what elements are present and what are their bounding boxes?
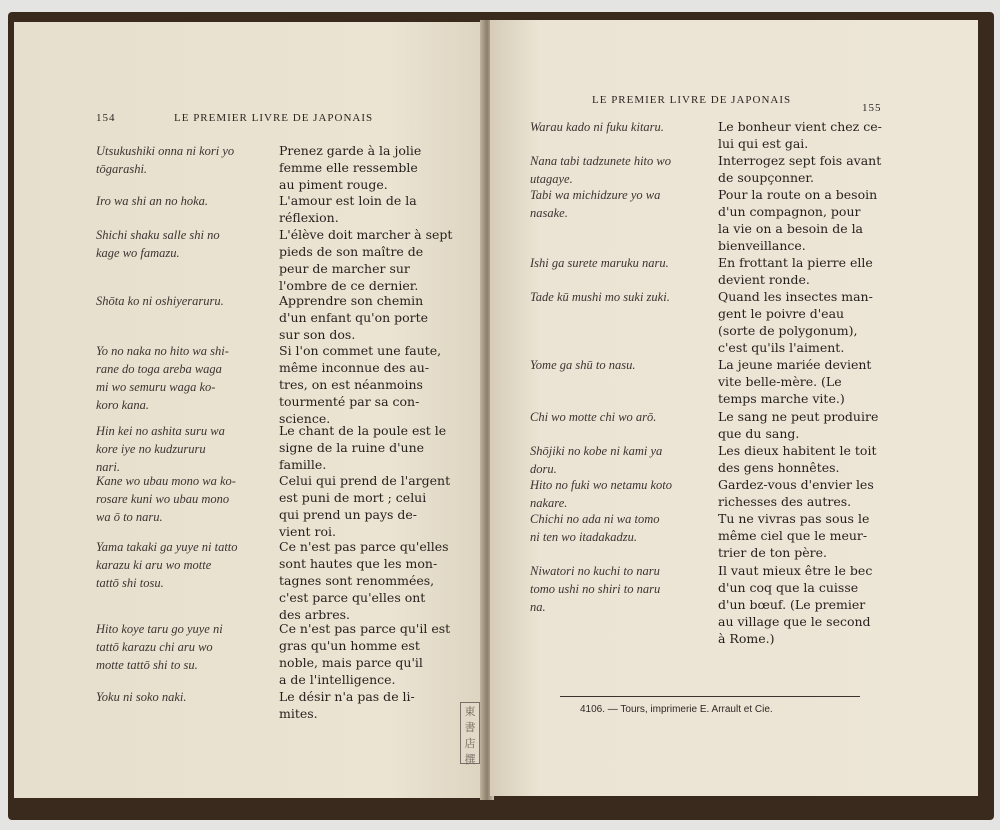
- french-translation: Pour la route on a besoin d'un compagnon, pour la vie on a besoin de la bienveillance.: [718, 187, 878, 253]
- bookseller-stamp: [460, 702, 480, 764]
- french-translation: Le bonheur vient chez ce- lui qui est gai.: [718, 119, 882, 151]
- japanese-proverb: Hito no fuki wo netamu koto nakare.: [530, 478, 672, 510]
- japanese-proverb: Shōjiki no kobe ni kami ya doru.: [530, 444, 663, 476]
- stamp-char: 書: [464, 721, 476, 734]
- french-translation: La jeune mariée devient vite belle-mère. (Le temps marche vite.): [718, 357, 872, 406]
- french-translation: En frottant la pierre elle devient ronde.: [718, 255, 873, 287]
- french-translation: Si l'on commet une faute, même inconnue des au- tres, on est néanmoins tourmenté par sa con- science.: [279, 343, 442, 426]
- japanese-proverb: Utsukushiki onna ni kori yo tōgarashi.: [96, 144, 235, 176]
- japanese-proverb: Kane wo ubau mono wa ko- rosare kuni wo ubau mono wa ō to naru.: [96, 474, 236, 524]
- french-translation: Quand les insectes man- gent le poivre d'eau (sorte de polygonum), c'est qu'ils l'aiment.: [718, 289, 873, 355]
- french-translation: Tu ne vivras pas sous le même ciel que le meur- trier de ton père.: [718, 511, 870, 560]
- right-page: [490, 20, 978, 796]
- french-translation: Le désir n'a pas de li- mites.: [279, 689, 415, 721]
- japanese-proverb: Shōta ko ni oshiyeraruru.: [96, 294, 224, 308]
- japanese-proverb: Yo no naka no hito wa shi- rane do toga areba waga mi wo semuru waga ko- koro kana.: [96, 344, 229, 412]
- french-translation: L'amour est loin de la réflexion.: [279, 193, 417, 225]
- japanese-proverb: Yama takaki ga yuye ni tatto karazu ki aru wo motte tattō shi tosu.: [96, 540, 238, 590]
- japanese-proverb: Chichi no ada ni wa tomo ni ten wo itadakadzu.: [530, 512, 660, 544]
- japanese-proverb: Ishi ga surete maruku naru.: [530, 256, 669, 270]
- french-translation: Le sang ne peut produire que du sang.: [718, 409, 879, 441]
- japanese-proverb: Nana tabi tadzunete hito wo utagaye.: [530, 154, 671, 186]
- japanese-proverb: Hito koye taru go yuye ni tattō karazu chi aru wo motte tattō shi to su.: [96, 622, 223, 672]
- left-page: [14, 22, 484, 798]
- french-translation: Interrogez sept fois avant de soupçonner.: [718, 153, 882, 185]
- japanese-proverb: Shichi shaku salle shi no kage wo famazu.: [96, 228, 220, 260]
- printer-colophon: 4106. — Tours, imprimerie E. Arrault et Cie.: [580, 704, 773, 715]
- japanese-proverb: Tade kū mushi mo suki zuki.: [530, 290, 670, 304]
- japanese-proverb: Tabi wa michidzure yo wa nasake.: [530, 188, 661, 220]
- right-running-title: LE PREMIER LIVRE DE JAPONAIS: [592, 94, 792, 106]
- french-translation: Il vaut mieux être le bec d'un coq que la cuisse d'un bœuf. (Le premier au village que le second à Rome.): [718, 563, 873, 646]
- french-translation: Prenez garde à la jolie femme elle ressemble au piment rouge.: [279, 143, 422, 192]
- colophon-rule: [560, 696, 860, 697]
- japanese-proverb: Warau kado ni fuku kitaru.: [530, 120, 664, 134]
- french-translation: L'élève doit marcher à sept pieds de son maître de peur de marcher sur l'ombre de ce dernier.: [279, 227, 453, 293]
- right-page-number: 155: [862, 102, 882, 114]
- stamp-char: 店: [464, 737, 476, 750]
- japanese-proverb: Yome ga shū to nasu.: [530, 358, 636, 372]
- french-translation: Ce n'est pas parce qu'elles sont hautes que les mon- tagnes sont renommées, c'est parce qu'elles ont des arbres.: [279, 539, 449, 622]
- left-page-number: 154: [96, 112, 116, 124]
- left-running-title: LE PREMIER LIVRE DE JAPONAIS: [174, 112, 374, 124]
- stamp-char: 撰: [464, 753, 476, 766]
- french-translation: Gardez-vous d'envier les richesses des autres.: [718, 477, 874, 509]
- japanese-proverb: Niwatori no kuchi to naru tomo ushi no shiri to naru na.: [530, 564, 661, 614]
- japanese-proverb: Hin kei no ashita suru wa kore iye no kudzururu nari.: [96, 424, 225, 474]
- french-translation: Apprendre son chemin d'un enfant qu'on porte sur son dos.: [279, 293, 429, 342]
- japanese-proverb: Iro wa shi an no hoka.: [96, 194, 209, 208]
- french-translation: Celui qui prend de l'argent est puni de mort ; celui qui prend un pays de- vient roi.: [279, 473, 451, 539]
- stamp-char: 東: [464, 705, 476, 718]
- french-translation: Les dieux habitent le toit des gens honnêtes.: [718, 443, 877, 475]
- french-translation: Ce n'est pas parce qu'il est gras qu'un homme est noble, mais parce qu'il a de l'intelligence.: [279, 621, 451, 687]
- japanese-proverb: Yoku ni soko naki.: [96, 690, 187, 704]
- french-translation: Le chant de la poule est le signe de la ruine d'une famille.: [279, 423, 447, 472]
- japanese-proverb: Chi wo motte chi wo arō.: [530, 410, 657, 424]
